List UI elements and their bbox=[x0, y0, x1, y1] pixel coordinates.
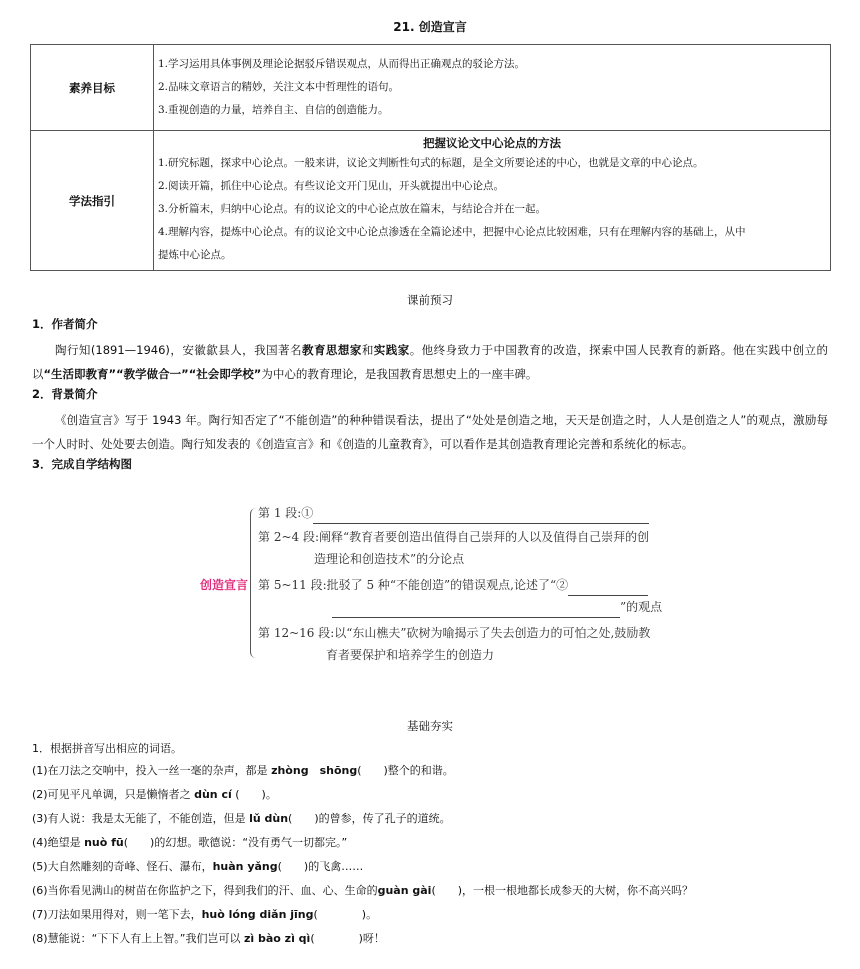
methods-title: 把握议论文中心论点的方法 bbox=[423, 136, 561, 150]
question-item: (6)当你看见满山的树苗在你监护之下，得到我们的汗、血、心、生命的guàn gài( )，一根一根地都长成参天的大树，你不高兴吗？ bbox=[32, 884, 694, 897]
question-item: (1)在刀法之交响中，投入一丝一毫的杂声，都是 zhòng shōng( )整个的和谐。 bbox=[32, 764, 454, 777]
method-item: 1.研究标题，探求中心论点。一般来讲，议论文判断性句式的标题，是全文所要论述的中心，也就是文章的中心论点。 bbox=[158, 157, 704, 169]
answer-blank-1[interactable] bbox=[313, 523, 649, 524]
question-item: (3)有人说：我是太无能了，不能创造，但是 lǔ dùn( )的曾参，传了孔子的道统。 bbox=[32, 812, 451, 825]
diagram-root: 创造宣言 bbox=[200, 578, 249, 592]
basics-heading: 基础夯实 bbox=[407, 719, 453, 733]
goals-label: 素养目标 bbox=[31, 45, 154, 131]
page-title: 21. 创造宣言 bbox=[393, 20, 467, 34]
background-heading: 2．背景简介 bbox=[32, 387, 98, 401]
goal-item: 2.品味文章语言的精妙，关注文本中哲理性的语句。 bbox=[158, 81, 400, 93]
preview-heading: 课前预习 bbox=[407, 293, 453, 307]
background-paragraph: 《创造宣言》写于 1943 年。陶行知否定了“不能创造”的种种错误看法，提出了“处处是创造之地，天天是创造之时，人人是创造之人”的观点，激励每一个人时时、处处要去创造。陶行知发表的《创造宣言》和《创造的儿童教育》，可以看作是其创造教育理论完善和系统化的标志。 bbox=[32, 413, 828, 451]
diagram-row-3: 第 5~11 段:批驳了 5 种“不能创造”的错误观点,论述了“② bbox=[258, 574, 648, 596]
method-item: 3.分析篇末，归纳中心论点。有的议论文的中心论点放在篇末，与结论合并在一起。 bbox=[158, 203, 547, 215]
question-item: (5)大自然雕刻的奇峰、怪石、瀑布，huàn yǎng( )的飞禽…… bbox=[32, 860, 364, 873]
question-heading: 1．根据拼音写出相应的词语。 bbox=[32, 742, 182, 755]
structure-heading: 3．完成自学结构图 bbox=[32, 457, 133, 471]
methods-label: 学法指引 bbox=[31, 131, 154, 271]
author-heading: 1．作者简介 bbox=[32, 317, 98, 331]
author-paragraph: 陶行知(1891—1946)，安徽歙县人，我国著名教育思想家和实践家。他终身致力于中国教育的改造，探索中国人民教育的新路。他在实践中创立的以“生活即教育”“教学做合一”“社会即学校”为中心的教育理论，是我国教育思想史上的一座丰碑。 bbox=[32, 343, 829, 381]
method-item: 2.阅读开篇，抓住中心论点。有些议论文开门见山，开头就提出中心论点。 bbox=[158, 180, 505, 192]
diagram-row-4: 第 12~16 段:以“东山樵夫”砍树为喻揭示了失去创造力的可怕之处,鼓励教 bbox=[258, 626, 651, 640]
objectives-table bbox=[30, 44, 831, 271]
methods-content bbox=[154, 131, 831, 271]
diagram-row-2b: 造理论和创造技术”的分论点 bbox=[314, 552, 465, 566]
structure-diagram bbox=[200, 500, 680, 670]
goal-item: 3.重视创造的力量，培养自主、自信的创造能力。 bbox=[158, 104, 389, 116]
question-item: (2)可见平凡单调，只是懒惰者之 dùn cí ( )。 bbox=[32, 788, 277, 801]
diagram-row-2: 第 2~4 段:阐释“教育者要创造出值得自己崇拜的人以及值得自己崇拜的创 bbox=[258, 530, 650, 544]
method-item: 4.理解内容，提炼中心论点。有的议论文中心论点渗透在全篇论述中，把握中心论点比较困难，只有在理解内容的基础上，从中 bbox=[158, 226, 746, 238]
method-item: 提炼中心论点。 bbox=[158, 249, 232, 261]
answer-blank-2-cont[interactable] bbox=[332, 617, 620, 618]
question-item: (7)刀法如果用得对，则一笔下去，huò lóng diǎn jīng( )。 bbox=[32, 908, 378, 921]
diagram-row-3b: ”的观点 bbox=[332, 596, 662, 618]
goal-item: 1.学习运用具体事例及理论论据驳斥错误观点，从而得出正确观点的驳论方法。 bbox=[158, 58, 526, 70]
diagram-row-1: 第 1 段:① bbox=[258, 502, 649, 524]
goals-content bbox=[154, 45, 831, 131]
diagram-row-4b: 育者要保护和培养学生的创造力 bbox=[326, 648, 495, 662]
question-item: (8)慧能说：“下下人有上上智。”我们岂可以 zì bào zì qì( )呀！ bbox=[32, 932, 385, 945]
question-item: (4)绝望是 nuò fū( )的幻想。歌德说：“没有勇气一切都完。” bbox=[32, 836, 348, 849]
